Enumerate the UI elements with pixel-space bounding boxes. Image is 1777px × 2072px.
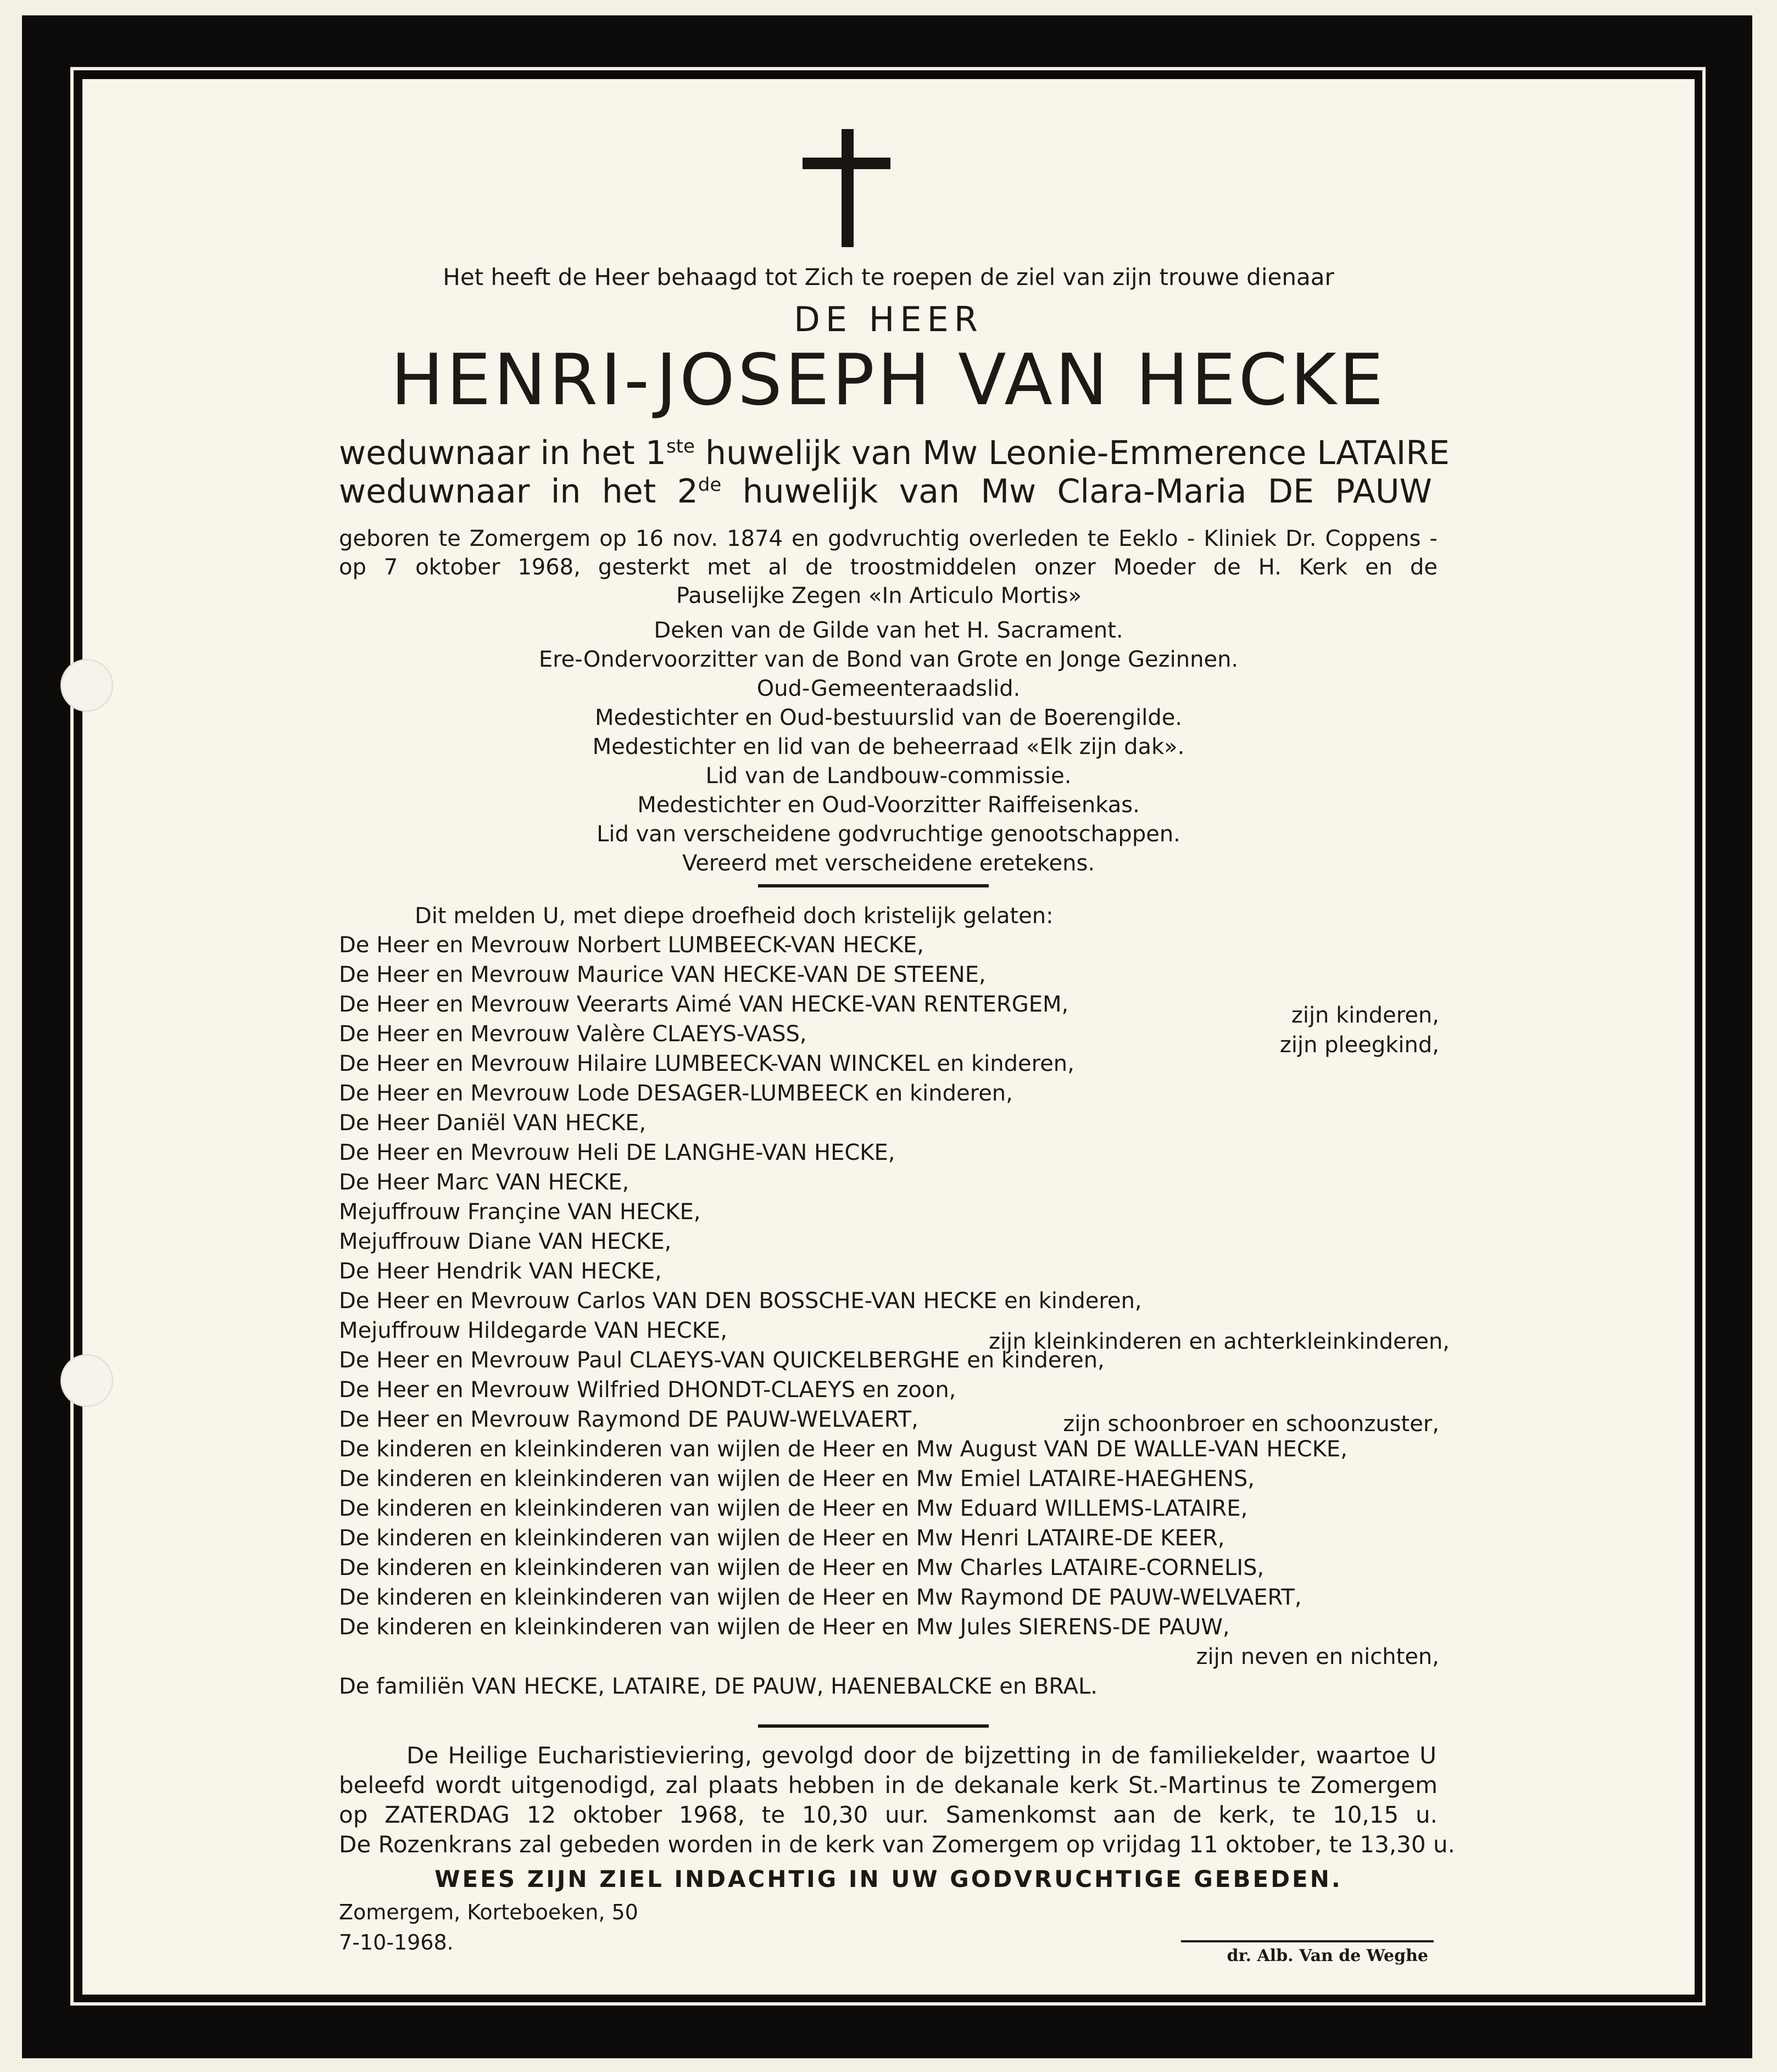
family-line: De Heer en Mevrouw Hilaire LUMBEECK-VAN WINCKEL en kinderen,: [339, 1051, 1074, 1076]
deceased-name: HENRI-JOSEPH VAN HECKE: [391, 339, 1386, 421]
relation-label: zijn pleegkind,: [1279, 1032, 1439, 1058]
title-line: Medestichter en Oud-Voorzitter Raiffeisenkas.: [637, 792, 1140, 818]
title-line: Medestichter en Oud-bestuurslid van de Boerengilde.: [594, 705, 1183, 730]
family-line: De Heer en Mevrouw Norbert LUMBEECK-VAN HECKE,: [339, 932, 924, 958]
relation-label: zijn kinderen,: [1291, 1003, 1439, 1028]
prayer-request: WEES ZIJN ZIEL INDACHTIG IN UW GODVRUCHTIGE GEBEDEN.: [434, 1866, 1343, 1892]
marriage-line-2: weduwnaar in het 2de huwelijk van Mw Clara-Maria DE PAUW: [339, 472, 1432, 511]
service-line: De Heilige Eucharistieviering, gevolgd door de bijzetting in de familiekelder, waartoe U: [406, 1742, 1436, 1769]
family-line: De kinderen en kleinkinderen van wijlen de Heer en Mw August VAN DE WALLE-VAN HECKE,: [339, 1437, 1347, 1462]
title-line: Vereerd met verscheidene eretekens.: [682, 851, 1095, 876]
family-line: De kinderen en kleinkinderen van wijlen de Heer en Mw Charles LATAIRE-CORNELIS,: [339, 1555, 1264, 1580]
family-line: De Heer en Mevrouw Wilfried DHONDT-CLAEYS en zoon,: [339, 1377, 956, 1403]
address: Zomergem, Korteboeken, 50: [339, 1900, 638, 1924]
cross-icon: [842, 129, 854, 247]
marriage-line-1: weduwnaar in het 1ste huwelijk van Mw Leonie-Emmerence LATAIRE: [339, 434, 1450, 472]
punch-hole-bottom: [60, 1354, 113, 1407]
family-line: Mejuffrouw Hildegarde VAN HECKE,: [339, 1318, 727, 1343]
honorific: DE HEER: [794, 299, 983, 339]
family-line: De kinderen en kleinkinderen van wijlen de Heer en Mw Raymond DE PAUW-WELVAERT,: [339, 1585, 1302, 1610]
birth-line: geboren te Zomergem op 16 nov. 1874 en godvruchtig overleden te Eeklo - Kliniek Dr. Coppens -: [339, 526, 1438, 551]
families-line: De familiën VAN HECKE, LATAIRE, DE PAUW, HAENEBALCKE en BRAL.: [339, 1674, 1098, 1699]
family-line: De Heer Daniël VAN HECKE,: [339, 1110, 647, 1136]
family-line: Mejuffrouw Diane VAN HECKE,: [339, 1229, 672, 1254]
title-line: Lid van de Landbouw-commissie.: [705, 763, 1072, 789]
title-line: Deken van de Gilde van het H. Sacrament.: [654, 618, 1123, 643]
family-line: De Heer en Mevrouw Paul CLAEYS-VAN QUICKELBERGHE en kinderen,: [339, 1348, 1105, 1373]
family-line: De Heer en Mevrouw Raymond DE PAUW-WELVAERT,: [339, 1407, 918, 1432]
title-line: Ere-Ondervoorzitter van de Bond van Grote en Jonge Gezinnen.: [538, 647, 1239, 672]
divider: [758, 884, 989, 887]
relation-label: zijn schoonbroer en schoonzuster,: [1063, 1411, 1439, 1437]
intro-text: Het heeft de Heer behaagd tot Zich te roepen de ziel van zijn trouwe dienaar: [443, 264, 1334, 291]
birth-line: op 7 oktober 1968, gesterkt met al de troostmiddelen onzer Moeder de H. Kerk en de: [339, 555, 1438, 580]
printer-credit: dr. Alb. Van de Weghe: [1227, 1946, 1428, 1965]
family-intro: Dit melden U, met diepe droefheid doch kristelijk gelaten:: [415, 903, 1054, 929]
family-line: De kinderen en kleinkinderen van wijlen de Heer en Mw Henri LATAIRE-DE KEER,: [339, 1526, 1225, 1551]
service-line: De Rozenkrans zal gebeden worden in de kerk van Zomergem op vrijdag 11 oktober, te 13,30 u.: [339, 1831, 1455, 1858]
family-line: De Heer en Mevrouw Maurice VAN HECKE-VAN DE STEENE,: [339, 962, 986, 987]
title-line: Medestichter en lid van de beheerraad «Elk zijn dak».: [592, 734, 1185, 759]
service-line: beleefd wordt uitgenodigd, zal plaats hebben in de dekanale kerk St.-Martinus te Zomergem: [339, 1772, 1438, 1799]
birth-line: Pauselijke Zegen «In Articulo Mortis»: [676, 583, 1082, 608]
family-line: De Heer Marc VAN HECKE,: [339, 1170, 630, 1195]
family-line: De Heer Hendrik VAN HECKE,: [339, 1259, 662, 1284]
family-line: De kinderen en kleinkinderen van wijlen de Heer en Mw Eduard WILLEMS-LATAIRE,: [339, 1496, 1248, 1521]
title-line: Oud-Gemeenteraadslid.: [756, 676, 1021, 701]
relation-label: zijn kleinkinderen en achterkleinkinderen,: [989, 1329, 1450, 1354]
cross-icon-bar: [803, 158, 890, 169]
family-line: De Heer en Mevrouw Lode DESAGER-LUMBEECK en kinderen,: [339, 1081, 1013, 1106]
service-line: op ZATERDAG 12 oktober 1968, te 10,30 uur. Samenkomst aan de kerk, te 10,15 u.: [339, 1801, 1438, 1828]
divider: [758, 1724, 989, 1728]
family-line: De kinderen en kleinkinderen van wijlen de Heer en Mw Jules SIERENS-DE PAUW,: [339, 1615, 1230, 1640]
family-line: De Heer en Mevrouw Carlos VAN DEN BOSSCHE-VAN HECKE en kinderen,: [339, 1288, 1142, 1314]
printer-rule: [1181, 1940, 1434, 1942]
date: 7-10-1968.: [339, 1930, 454, 1954]
title-line: Lid van verscheidene godvruchtige genootschappen.: [597, 822, 1180, 847]
family-line: Mejuffrouw Françine VAN HECKE,: [339, 1199, 701, 1225]
relation-label: zijn neven en nichten,: [1196, 1644, 1439, 1669]
family-line: De kinderen en kleinkinderen van wijlen de Heer en Mw Emiel LATAIRE-HAEGHENS,: [339, 1466, 1255, 1492]
family-line: De Heer en Mevrouw Heli DE LANGHE-VAN HECKE,: [339, 1140, 895, 1165]
family-line: De Heer en Mevrouw Veerarts Aimé VAN HECKE-VAN RENTERGEM,: [339, 992, 1069, 1017]
family-line: De Heer en Mevrouw Valère CLAEYS-VASS,: [339, 1021, 807, 1047]
